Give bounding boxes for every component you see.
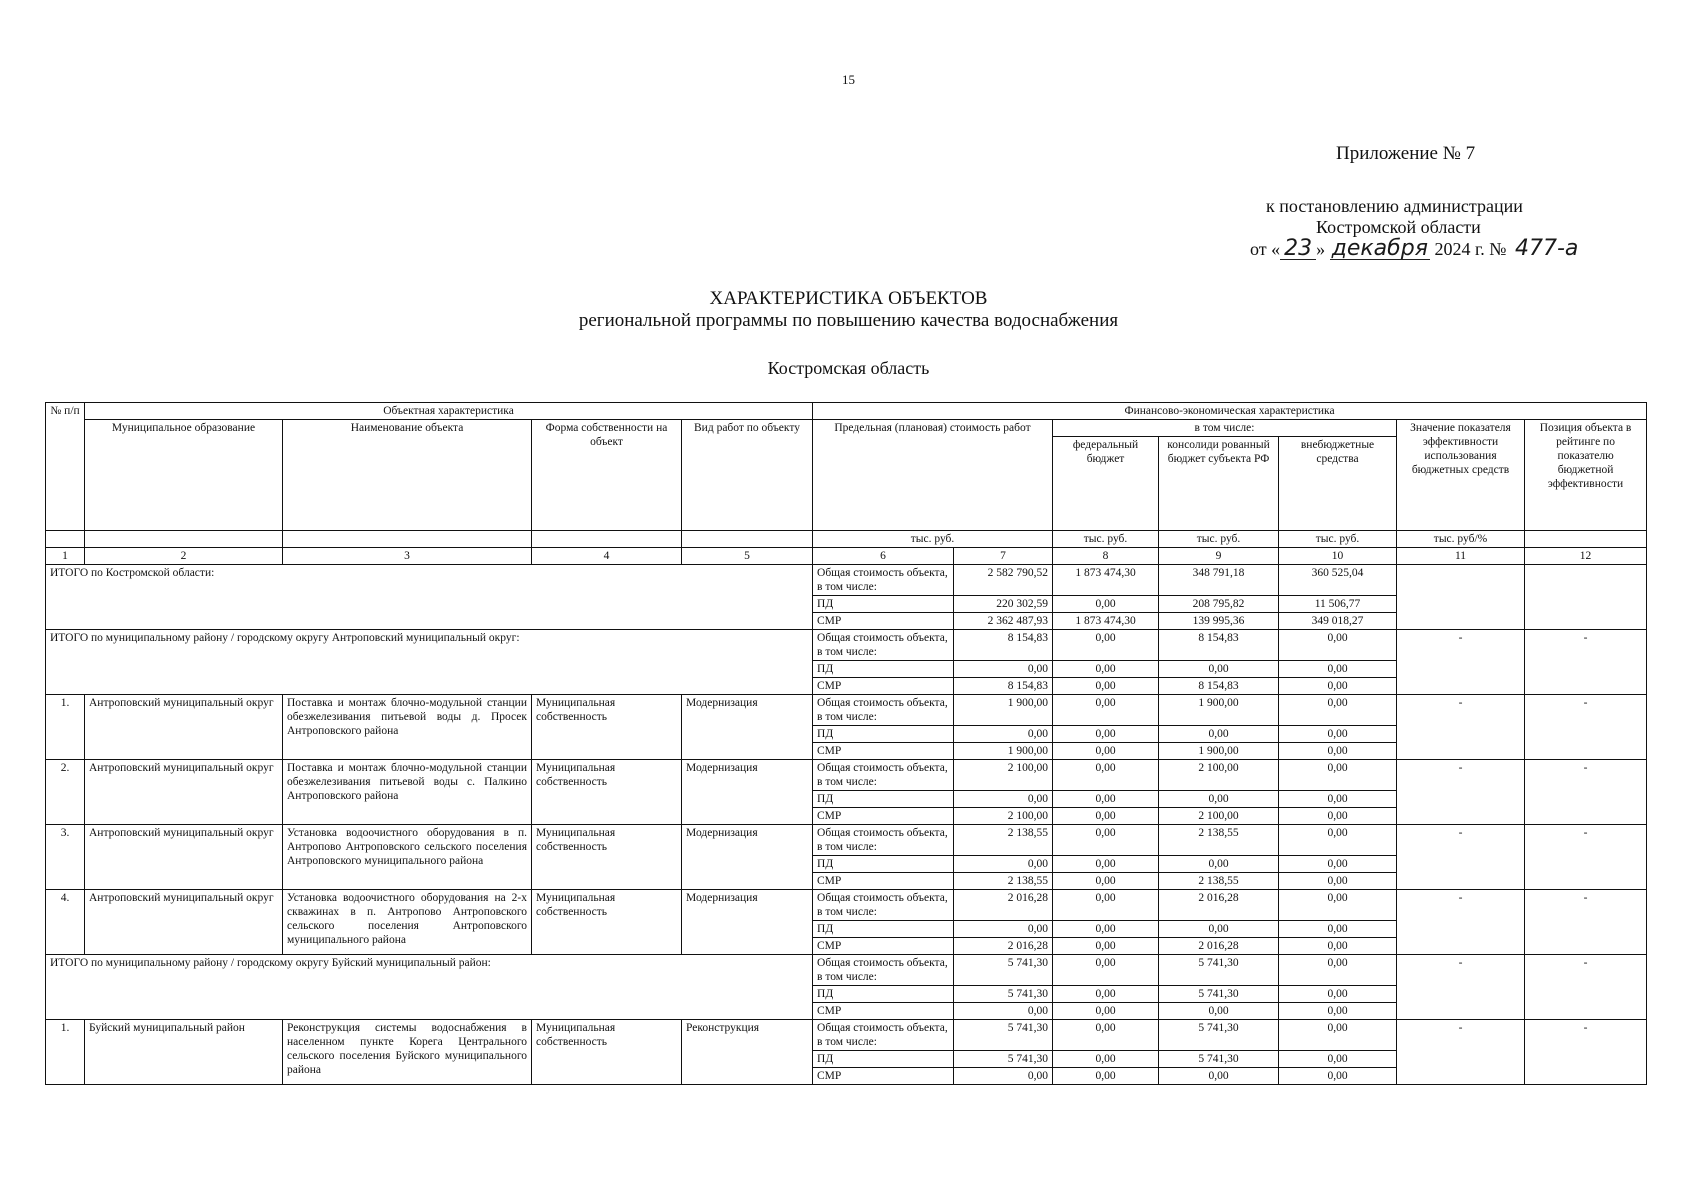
total-region-label: ИТОГО по Костромской области:	[46, 565, 813, 630]
federal-value: 1 873 474,30	[1053, 565, 1159, 596]
cost-value: 5 741,30	[954, 1020, 1053, 1051]
cost-value: 8 154,83	[954, 678, 1053, 695]
efficiency-value: -	[1397, 825, 1525, 890]
date-day-handwritten: 23	[1280, 238, 1316, 260]
column-number: 4	[532, 548, 682, 565]
row-label-smr: СМР	[813, 1068, 954, 1085]
work-type-cell: Модернизация	[682, 760, 813, 825]
consolidated-value: 2 100,00	[1159, 808, 1279, 825]
row-label-smr: СМР	[813, 1003, 954, 1020]
federal-budget-header: федеральный бюджет	[1053, 437, 1159, 531]
decree-line-1: к постановлению администрации	[1266, 196, 1523, 216]
cost-value: 1 900,00	[954, 743, 1053, 760]
federal-value: 0,00	[1053, 630, 1159, 661]
municipality-cell: Антроповский муниципальный округ	[85, 825, 283, 890]
row-label-smr: СМР	[813, 743, 954, 760]
row-label-total: Общая стоимость объекта, в том числе:	[813, 825, 954, 856]
extrabudgetary-value: 0,00	[1279, 1051, 1397, 1068]
cost-value: 2 362 487,93	[954, 613, 1053, 630]
units-empty	[532, 531, 682, 548]
rating-value: -	[1525, 1020, 1647, 1085]
extrabudgetary-value: 0,00	[1279, 808, 1397, 825]
ownership-header: Форма собственности на объект	[532, 420, 682, 531]
unit-efficiency: тыс. руб/%	[1397, 531, 1525, 548]
units-empty	[682, 531, 813, 548]
rating-value	[1525, 565, 1647, 630]
municipality-cell: Антроповский муниципальный округ	[85, 695, 283, 760]
municipality-cell: Антроповский муниципальный округ	[85, 890, 283, 955]
row-label-smr: СМР	[813, 808, 954, 825]
row-label-pd: ПД	[813, 856, 954, 873]
consolidated-value: 2 138,55	[1159, 873, 1279, 890]
appendix-label: Приложение № 7	[1336, 143, 1476, 164]
header-row-1	[46, 403, 1647, 420]
extrabudgetary-value: 0,00	[1279, 760, 1397, 791]
extrabudgetary-value: 0,00	[1279, 1020, 1397, 1051]
region-name: Костромская область	[767, 358, 930, 378]
federal-value: 0,00	[1053, 695, 1159, 726]
ownership-cell: Муниципальная собственность	[532, 890, 682, 955]
title-line-2: региональной программы по повышению качества водоснабжения	[578, 310, 1119, 331]
consolidated-value: 8 154,83	[1159, 678, 1279, 695]
efficiency-value: -	[1397, 890, 1525, 955]
cost-value: 0,00	[954, 726, 1053, 743]
consolidated-value: 0,00	[1159, 856, 1279, 873]
municipality-header: Муниципальное образование	[85, 420, 283, 531]
extrabudgetary-value: 0,00	[1279, 825, 1397, 856]
column-number: 9	[1159, 548, 1279, 565]
cost-value: 2 100,00	[954, 760, 1053, 791]
decree-line-2: Костромской области	[1316, 217, 1481, 237]
row-number: 4.	[46, 890, 85, 955]
date-prefix: от «	[1250, 239, 1281, 259]
row-label-pd: ПД	[813, 661, 954, 678]
title-line-1: ХАРАКТЕРИСТИКА ОБЪЕКТОВ	[709, 288, 988, 309]
municipality-cell: Буйский муниципальный район	[85, 1020, 283, 1085]
row-label-total: Общая стоимость объекта, в том числе:	[813, 955, 954, 986]
work-type-cell: Реконструкция	[682, 1020, 813, 1085]
cost-value: 2 138,55	[954, 825, 1053, 856]
efficiency-value: -	[1397, 955, 1525, 1020]
consolidated-value: 2 016,28	[1159, 890, 1279, 921]
consolidated-value: 0,00	[1159, 921, 1279, 938]
rating-value: -	[1525, 760, 1647, 825]
rating-value: -	[1525, 630, 1647, 695]
cost-value: 0,00	[954, 856, 1053, 873]
table-row	[46, 695, 1647, 726]
row-label-pd: ПД	[813, 726, 954, 743]
efficiency-value: -	[1397, 630, 1525, 695]
date-month-handwritten: декабря	[1331, 236, 1428, 261]
federal-value: 1 873 474,30	[1053, 613, 1159, 630]
column-number: 10	[1279, 548, 1397, 565]
object-name-header: Наименование объекта	[283, 420, 532, 531]
federal-value: 0,00	[1053, 808, 1159, 825]
federal-value: 0,00	[1053, 938, 1159, 955]
cost-value: 0,00	[954, 1003, 1053, 1020]
federal-value: 0,00	[1053, 1003, 1159, 1020]
work-type-header: Вид работ по объекту	[682, 420, 813, 531]
document-title	[0, 288, 1697, 332]
object-name-cell: Установка водоочистного оборудования на 2-х скважинах в п. Антропово Антроповского сельского поселения Антроповского муниципального района	[283, 890, 532, 955]
cost-value: 1 900,00	[954, 695, 1053, 726]
decree-reference	[1250, 196, 1594, 261]
table-row	[46, 890, 1647, 921]
unit-extrabudgetary: тыс. руб.	[1279, 531, 1397, 548]
extrabudgetary-value: 0,00	[1279, 938, 1397, 955]
extrabudgetary-value: 0,00	[1279, 986, 1397, 1003]
table-row	[46, 825, 1647, 856]
federal-value: 0,00	[1053, 791, 1159, 808]
efficiency-value: -	[1397, 695, 1525, 760]
extrabudgetary-value: 0,00	[1279, 726, 1397, 743]
consolidated-value: 0,00	[1159, 661, 1279, 678]
federal-value: 0,00	[1053, 661, 1159, 678]
consolidated-value: 5 741,30	[1159, 986, 1279, 1003]
extrabudgetary-value: 11 506,77	[1279, 596, 1397, 613]
units-row	[46, 531, 1647, 548]
extrabudgetary-value: 0,00	[1279, 695, 1397, 726]
date-mid: »	[1316, 239, 1326, 259]
object-name-cell: Поставка и монтаж блочно-модульной станции обезжелезивания питьевой воды д. Просек Антроповского района	[283, 695, 532, 760]
extrabudgetary-value: 0,00	[1279, 856, 1397, 873]
including-header: в том числе:	[1053, 420, 1397, 437]
row-label-smr: СМР	[813, 873, 954, 890]
units-empty	[1525, 531, 1647, 548]
column-numbers-row	[46, 548, 1647, 565]
row-label-smr: СМР	[813, 938, 954, 955]
table-row	[46, 760, 1647, 791]
unit-consolidated: тыс. руб.	[1159, 531, 1279, 548]
row-number: 2.	[46, 760, 85, 825]
extrabudgetary-value: 0,00	[1279, 873, 1397, 890]
consolidated-value: 1 900,00	[1159, 695, 1279, 726]
row-label-pd: ПД	[813, 596, 954, 613]
cost-value: 0,00	[954, 661, 1053, 678]
row-label-smr: СМР	[813, 678, 954, 695]
consolidated-value: 5 741,30	[1159, 1051, 1279, 1068]
row-label-total: Общая стоимость объекта, в том числе:	[813, 1020, 954, 1051]
column-number: 2	[85, 548, 283, 565]
rating-value: -	[1525, 890, 1647, 955]
col-number-header: № п/п	[46, 403, 85, 531]
row-number: 1.	[46, 695, 85, 760]
rating-value: -	[1525, 955, 1647, 1020]
row-label-pd: ПД	[813, 791, 954, 808]
row-label-total: Общая стоимость объекта, в том числе:	[813, 565, 954, 596]
header-row-2	[46, 420, 1647, 437]
column-number: 1	[46, 548, 85, 565]
extrabudgetary-value: 0,00	[1279, 743, 1397, 760]
row-label-total: Общая стоимость объекта, в том числе:	[813, 760, 954, 791]
rating-header: Позиция объекта в рейтинге по показателю бюджетной эффективности	[1525, 420, 1647, 531]
column-number: 3	[283, 548, 532, 565]
object-name-cell: Поставка и монтаж блочно-модульной станции обезжелезивания питьевой воды с. Палкино Антроповского района	[283, 760, 532, 825]
federal-value: 0,00	[1053, 890, 1159, 921]
cost-value: 0,00	[954, 921, 1053, 938]
extrabudgetary-value: 0,00	[1279, 661, 1397, 678]
row-label-pd: ПД	[813, 1051, 954, 1068]
federal-value: 0,00	[1053, 921, 1159, 938]
extrabudgetary-value: 0,00	[1279, 1003, 1397, 1020]
row-label-total: Общая стоимость объекта, в том числе:	[813, 695, 954, 726]
consolidated-value: 2 100,00	[1159, 760, 1279, 791]
table-row	[46, 630, 1647, 661]
objects-table	[45, 402, 1647, 1085]
row-label-total: Общая стоимость объекта, в том числе:	[813, 630, 954, 661]
cost-value: 2 138,55	[954, 873, 1053, 890]
federal-value: 0,00	[1053, 678, 1159, 695]
federal-value: 0,00	[1053, 760, 1159, 791]
federal-value: 0,00	[1053, 1020, 1159, 1051]
federal-value: 0,00	[1053, 873, 1159, 890]
total-buysky-label: ИТОГО по муниципальному району / городскому округу Буйский муниципальный район:	[46, 955, 813, 1020]
efficiency-header: Значение показателя эффективности использования бюджетных средств	[1397, 420, 1525, 531]
consolidated-budget-header: консолиди рованный бюджет субъекта РФ	[1159, 437, 1279, 531]
row-label-pd: ПД	[813, 921, 954, 938]
consolidated-value: 0,00	[1159, 791, 1279, 808]
consolidated-value: 2 016,28	[1159, 938, 1279, 955]
consolidated-value: 139 995,36	[1159, 613, 1279, 630]
consolidated-value: 5 741,30	[1159, 1020, 1279, 1051]
extrabudgetary-value: 0,00	[1279, 1068, 1397, 1085]
units-empty	[85, 531, 283, 548]
total-antropovsky-label: ИТОГО по муниципальному району / городскому округу Антроповский муниципальный округ:	[46, 630, 813, 695]
cost-value: 5 741,30	[954, 986, 1053, 1003]
consolidated-value: 208 795,82	[1159, 596, 1279, 613]
page-number: 15	[842, 72, 855, 87]
efficiency-value: -	[1397, 1020, 1525, 1085]
federal-value: 0,00	[1053, 825, 1159, 856]
extrabudgetary-value: 0,00	[1279, 955, 1397, 986]
extrabudgetary-value: 0,00	[1279, 678, 1397, 695]
cost-value: 0,00	[954, 791, 1053, 808]
cost-value: 2 582 790,52	[954, 565, 1053, 596]
consolidated-value: 1 900,00	[1159, 743, 1279, 760]
row-label-pd: ПД	[813, 986, 954, 1003]
object-name-cell: Установка водоочистного оборудования в п. Антропово Антроповского сельского поселения Антроповского муниципального района	[283, 825, 532, 890]
consolidated-value: 0,00	[1159, 726, 1279, 743]
cost-value: 2 016,28	[954, 938, 1053, 955]
work-type-cell: Модернизация	[682, 695, 813, 760]
municipality-cell: Антроповский муниципальный округ	[85, 760, 283, 825]
row-label-total: Общая стоимость объекта, в том числе:	[813, 890, 954, 921]
extrabudgetary-value: 0,00	[1279, 630, 1397, 661]
decree-number-handwritten: 477-а	[1514, 236, 1579, 261]
extrabudgetary-value: 360 525,04	[1279, 565, 1397, 596]
federal-value: 0,00	[1053, 986, 1159, 1003]
row-label-smr: СМР	[813, 613, 954, 630]
cost-header: Предельная (плановая) стоимость работ	[813, 420, 1053, 531]
cost-value: 2 100,00	[954, 808, 1053, 825]
ownership-cell: Муниципальная собственность	[532, 695, 682, 760]
cost-value: 2 016,28	[954, 890, 1053, 921]
extrabudgetary-header: внебюджетные средства	[1279, 437, 1397, 531]
federal-value: 0,00	[1053, 596, 1159, 613]
column-number: 12	[1525, 548, 1647, 565]
work-type-cell: Модернизация	[682, 825, 813, 890]
federal-value: 0,00	[1053, 1068, 1159, 1085]
column-number: 5	[682, 548, 813, 565]
cost-value: 0,00	[954, 1068, 1053, 1085]
units-empty	[283, 531, 532, 548]
efficiency-value	[1397, 565, 1525, 630]
column-number: 6	[813, 548, 954, 565]
federal-value: 0,00	[1053, 743, 1159, 760]
extrabudgetary-value: 349 018,27	[1279, 613, 1397, 630]
table-row	[46, 565, 1647, 596]
federal-value: 0,00	[1053, 856, 1159, 873]
extrabudgetary-value: 0,00	[1279, 890, 1397, 921]
rating-value: -	[1525, 695, 1647, 760]
rating-value: -	[1525, 825, 1647, 890]
ownership-cell: Муниципальная собственность	[532, 1020, 682, 1085]
consolidated-value: 0,00	[1159, 1068, 1279, 1085]
row-number: 3.	[46, 825, 85, 890]
decree-date-line	[1250, 238, 1578, 260]
table-row	[46, 1020, 1647, 1051]
object-name-cell: Реконструкция системы водоснабжения в населенном пункте Корега Центрального сельского поселения Буйского муниципального района	[283, 1020, 532, 1085]
row-number: 1.	[46, 1020, 85, 1085]
consolidated-value: 2 138,55	[1159, 825, 1279, 856]
units-empty	[46, 531, 85, 548]
federal-value: 0,00	[1053, 726, 1159, 743]
column-number: 8	[1053, 548, 1159, 565]
extrabudgetary-value: 0,00	[1279, 921, 1397, 938]
cost-value: 220 302,59	[954, 596, 1053, 613]
cost-value: 5 741,30	[954, 1051, 1053, 1068]
table-row	[46, 955, 1647, 986]
cost-value: 5 741,30	[954, 955, 1053, 986]
extrabudgetary-value: 0,00	[1279, 791, 1397, 808]
consolidated-value: 348 791,18	[1159, 565, 1279, 596]
work-type-cell: Модернизация	[682, 890, 813, 955]
column-number: 7	[954, 548, 1053, 565]
object-characteristic-header: Объектная характеристика	[85, 403, 813, 420]
date-year: 2024 г. №	[1434, 239, 1507, 259]
consolidated-value: 0,00	[1159, 1003, 1279, 1020]
federal-value: 0,00	[1053, 1051, 1159, 1068]
ownership-cell: Муниципальная собственность	[532, 760, 682, 825]
ownership-cell: Муниципальная собственность	[532, 825, 682, 890]
consolidated-value: 8 154,83	[1159, 630, 1279, 661]
cost-value: 8 154,83	[954, 630, 1053, 661]
unit-cost: тыс. руб.	[813, 531, 1053, 548]
financial-characteristic-header: Финансово-экономическая характеристика	[813, 403, 1647, 420]
federal-value: 0,00	[1053, 955, 1159, 986]
consolidated-value: 5 741,30	[1159, 955, 1279, 986]
column-number: 11	[1397, 548, 1525, 565]
efficiency-value: -	[1397, 760, 1525, 825]
unit-federal: тыс. руб.	[1053, 531, 1159, 548]
